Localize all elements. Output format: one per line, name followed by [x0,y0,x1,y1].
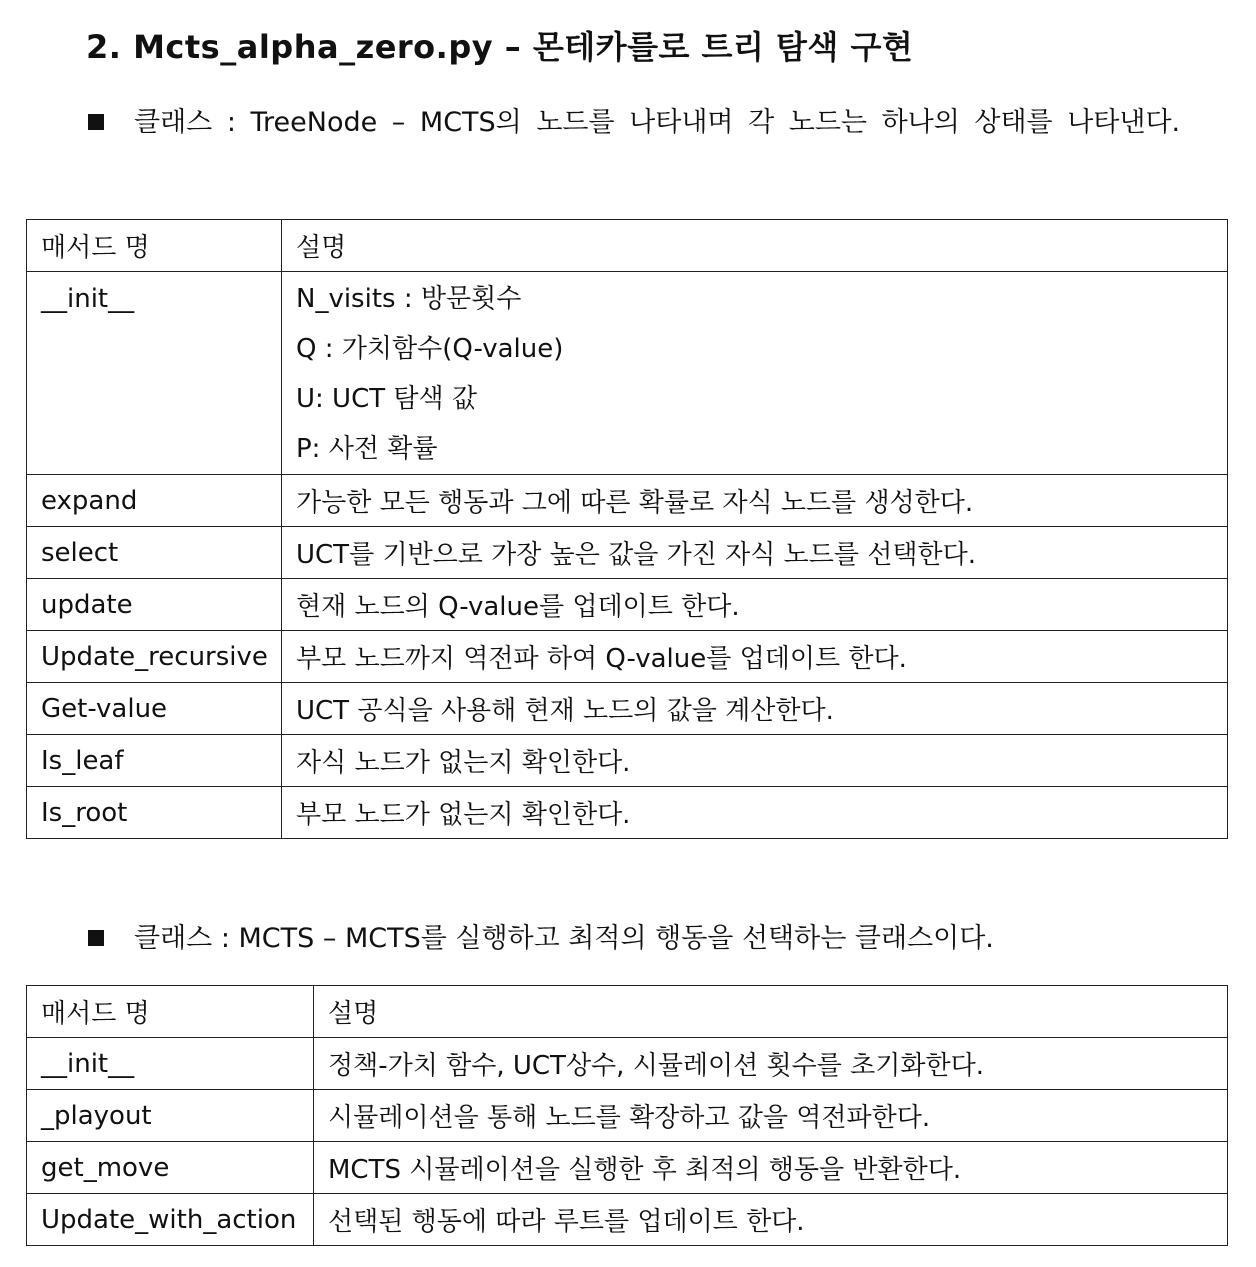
method-name: expand [27,475,282,527]
method-name: select [27,527,282,579]
table-row [27,1090,1228,1142]
method-name: Update_with_action [27,1194,314,1246]
description-header: 설명 [314,986,1228,1038]
method-name: get_move [27,1142,314,1194]
method-description: 가능한 모든 행동과 그에 따른 확률로 자식 노드를 생성한다. [282,475,1228,527]
square-bullet-icon [88,114,104,130]
table-row [27,631,1228,683]
description-line: N_visits : 방문횟수 [296,284,522,314]
table-row [27,1194,1228,1246]
method-name: Get-value [27,683,282,735]
method-description: 시뮬레이션을 통해 노드를 확장하고 값을 역전파한다. [314,1090,1228,1142]
method-description: 부모 노드가 없는지 확인한다. [282,787,1228,839]
method-name-header: 매서드 명 [27,220,282,272]
method-description: 선택된 행동에 따라 루트를 업데이트 한다. [314,1194,1228,1246]
mcts-methods-table [26,985,1228,1246]
table-row [27,1038,1228,1090]
mcts-class-bullet [88,914,1214,964]
description-line: P: 사전 확률 [296,434,438,464]
mcts-class-description: 클래스 : MCTS – MCTS를 실행하고 최적의 행동을 선택하는 클래스이다. [134,923,994,954]
method-name: __init__ [27,272,282,475]
table-row [27,475,1228,527]
method-name: __init__ [27,1038,314,1090]
table-row [27,272,1228,475]
table-row [27,735,1228,787]
method-description: 현재 노드의 Q-value를 업데이트 한다. [282,579,1228,631]
table-header-row [27,220,1228,272]
table-row [27,683,1228,735]
method-name-header: 매서드 명 [27,986,314,1038]
method-name: Is_root [27,787,282,839]
method-description: UCT 공식을 사용해 현재 노드의 값을 계산한다. [282,683,1228,735]
description-line: U: UCT 탐색 값 [296,384,477,414]
method-description: 자식 노드가 없는지 확인한다. [282,735,1228,787]
method-description: UCT를 기반으로 가장 높은 값을 가진 자식 노드를 선택한다. [282,527,1228,579]
table-row [27,1142,1228,1194]
table-row [27,787,1228,839]
method-name: _playout [27,1090,314,1142]
method-description [282,272,1228,475]
description-header: 설명 [282,220,1228,272]
method-name: Update_recursive [27,631,282,683]
section-heading: 2. Mcts_alpha_zero.py – 몬테카를로 트리 탐색 구현 [86,28,914,66]
treenode-methods-table [26,219,1228,839]
method-description: 부모 노드까지 역전파 하여 Q-value를 업데이트 한다. [282,631,1228,683]
treenode-class-description: 클래스 : TreeNode – MCTS의 노드를 나타내며 각 노드는 하나의 상태를 나타낸다. [134,107,1181,138]
method-description: MCTS 시뮬레이션을 실행한 후 최적의 행동을 반환한다. [314,1142,1228,1194]
method-name: Is_leaf [27,735,282,787]
treenode-class-bullet [88,98,1214,198]
method-name: update [27,579,282,631]
description-line: Q : 가치함수(Q-value) [296,334,564,364]
table-header-row [27,986,1228,1038]
square-bullet-icon [88,930,104,946]
method-description: 정책-가치 함수, UCT상수, 시뮬레이션 횟수를 초기화한다. [314,1038,1228,1090]
table-row [27,527,1228,579]
table-row [27,579,1228,631]
